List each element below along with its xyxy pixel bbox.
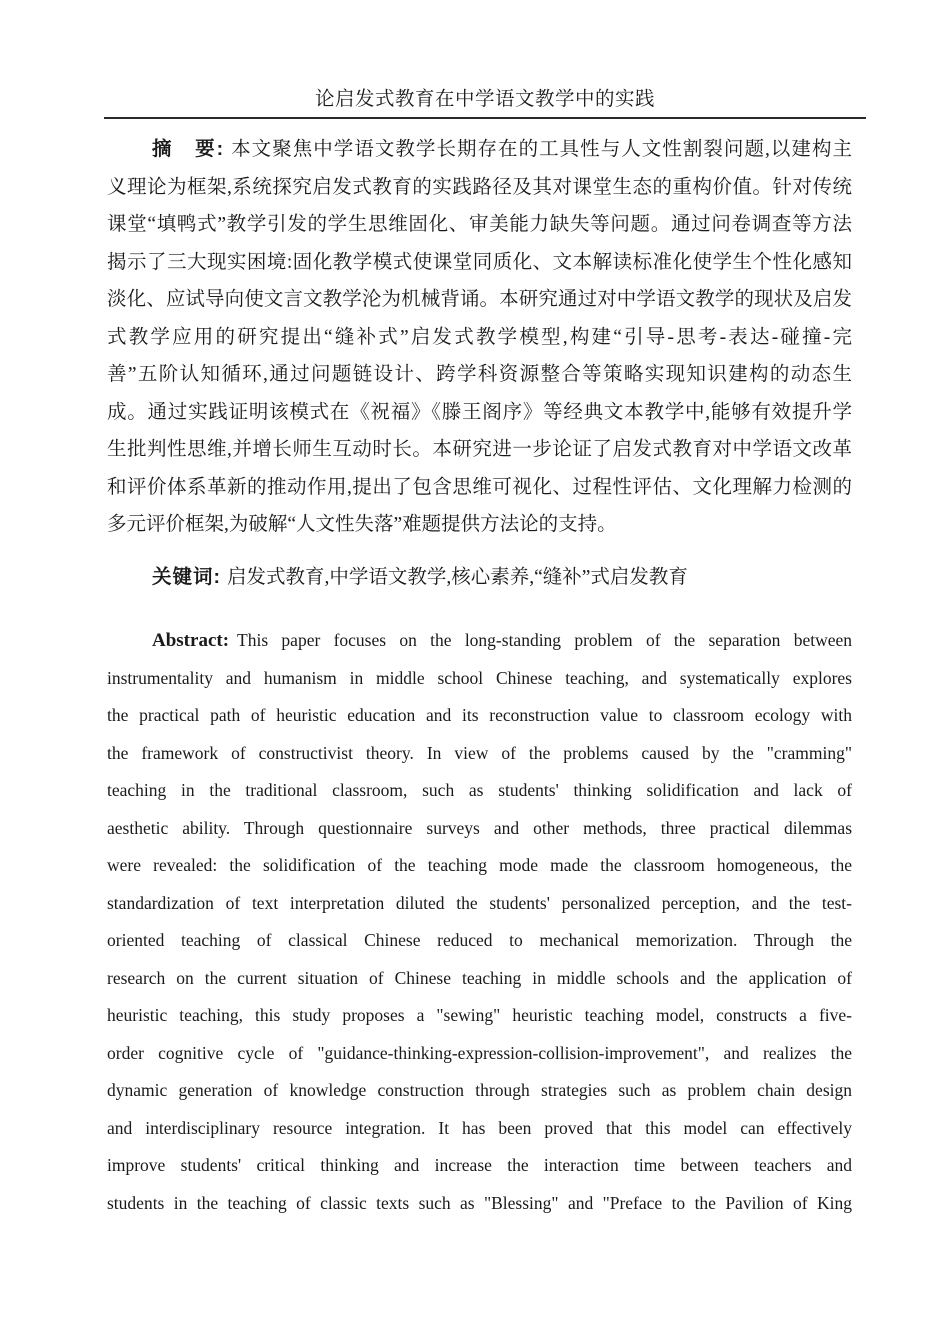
text-line: 善”五阶认知循环,通过问题链设计、跨学科资源整合等策略实现知识建构的动态生 <box>107 364 852 385</box>
page-header <box>104 88 866 119</box>
chinese-abstract <box>107 131 852 544</box>
text-line: research on the current situation of Chinese teaching in middle schools and the application of <box>107 967 852 988</box>
text-line: 式教学应用的研究提出“缝补式”启发式教学模型,构建“引导-思考-表达-碰撞-完 <box>107 326 852 348</box>
paper-title: 论启发式教育在中学语文教学中的实践 <box>314 89 655 110</box>
abstract-en-first-line <box>107 622 852 660</box>
abstract-cn-last-line: 多元评价框架,为破解“人文性失落”难题提供方法论的支持。 <box>107 514 617 535</box>
text-line: 课堂“填鸭式”教学引发的学生思维固化、审美能力缺失等问题。通过问卷调查等方法 <box>107 214 852 235</box>
text-line: and interdisciplinary resource integration. It has been proved that this model can effectively <box>107 1117 852 1138</box>
text-line: 淡化、应试导向使文言文教学沦为机械背诵。本研究通过对中学语文教学的现状及启发 <box>107 289 852 310</box>
text-line: the practical path of heuristic education and its reconstruction value to classroom ecology with <box>107 705 852 725</box>
text-line: 生批判性思维,并增长师生互动时长。本研究进一步论证了启发式教育对中学语文改革 <box>107 439 852 460</box>
text-line: teaching in the traditional classroom, such as students' thinking solidification and lack of <box>107 780 852 800</box>
abstract-cn-first-line-text: 本文聚焦中学语文教学长期存在的工具性与人文性割裂问题,以建构主 <box>230 139 852 160</box>
text-line: 揭示了三大现实困境:固化教学模式使课堂同质化、文本解读标准化使学生个性化感知 <box>107 251 852 273</box>
text-line: standardization of text interpretation diluted the students' personalized perception, and the test- <box>107 892 852 913</box>
abstract-cn-first-line <box>107 131 852 169</box>
text-line: 和评价体系革新的推动作用,提出了包含思维可视化、过程性评估、文化理解力检测的 <box>107 476 852 498</box>
keywords-row <box>107 559 852 597</box>
abstract-en-lines <box>107 660 852 1223</box>
text-line: the framework of constructivist theory. In view of the problems caused by the "cramming" <box>107 742 852 763</box>
text-line: aesthetic ability. Through questionnaire surveys and other methods, three practical dilemmas <box>107 817 852 838</box>
text-line: dynamic generation of knowledge construction through strategies such as problem chain design <box>107 1080 852 1100</box>
english-abstract <box>107 622 852 1222</box>
abstract-cn-lines <box>107 169 852 507</box>
document-body <box>107 119 852 1222</box>
text-line: instrumentality and humanism in middle school Chinese teaching, and systematically explores <box>107 667 852 688</box>
text-line: were revealed: the solidification of the teaching mode made the classroom homogeneous, the <box>107 855 852 875</box>
text-line: order cognitive cycle of "guidance-thinking-expression-collision-improvement", and realizes the <box>107 1042 852 1063</box>
text-line: improve students' critical thinking and increase the interaction time between teachers and <box>107 1155 852 1175</box>
abstract-en-label: Abstract: <box>152 630 230 651</box>
text-line: 成。通过实践证明该模式在《祝福》《滕王阁序》等经典文本教学中,能够有效提升学 <box>107 401 852 423</box>
keywords-line <box>107 559 852 597</box>
abstract-cn-label: 摘 要: <box>152 138 225 160</box>
keywords-label: 关键词: <box>152 565 221 588</box>
text-line: students in the teaching of classic texts such as "Blessing" and "Preface to the Pavilion of King <box>107 1192 852 1213</box>
keywords-text: 启发式教育,中学语文教学,核心素养,“缝补”式启发教育 <box>227 566 688 588</box>
text-line: 义理论为框架,系统探究启发式教育的实践路径及其对课堂生态的重构价值。针对传统 <box>107 176 852 198</box>
text-line: heuristic teaching, this study proposes a "sewing" heuristic teaching model, constructs a five- <box>107 1005 852 1025</box>
text-line: oriented teaching of classical Chinese reduced to mechanical memorization. Through the <box>107 930 852 950</box>
abstract-en-first-line-text: This paper focuses on the long-standing problem of the separation between <box>237 630 852 650</box>
